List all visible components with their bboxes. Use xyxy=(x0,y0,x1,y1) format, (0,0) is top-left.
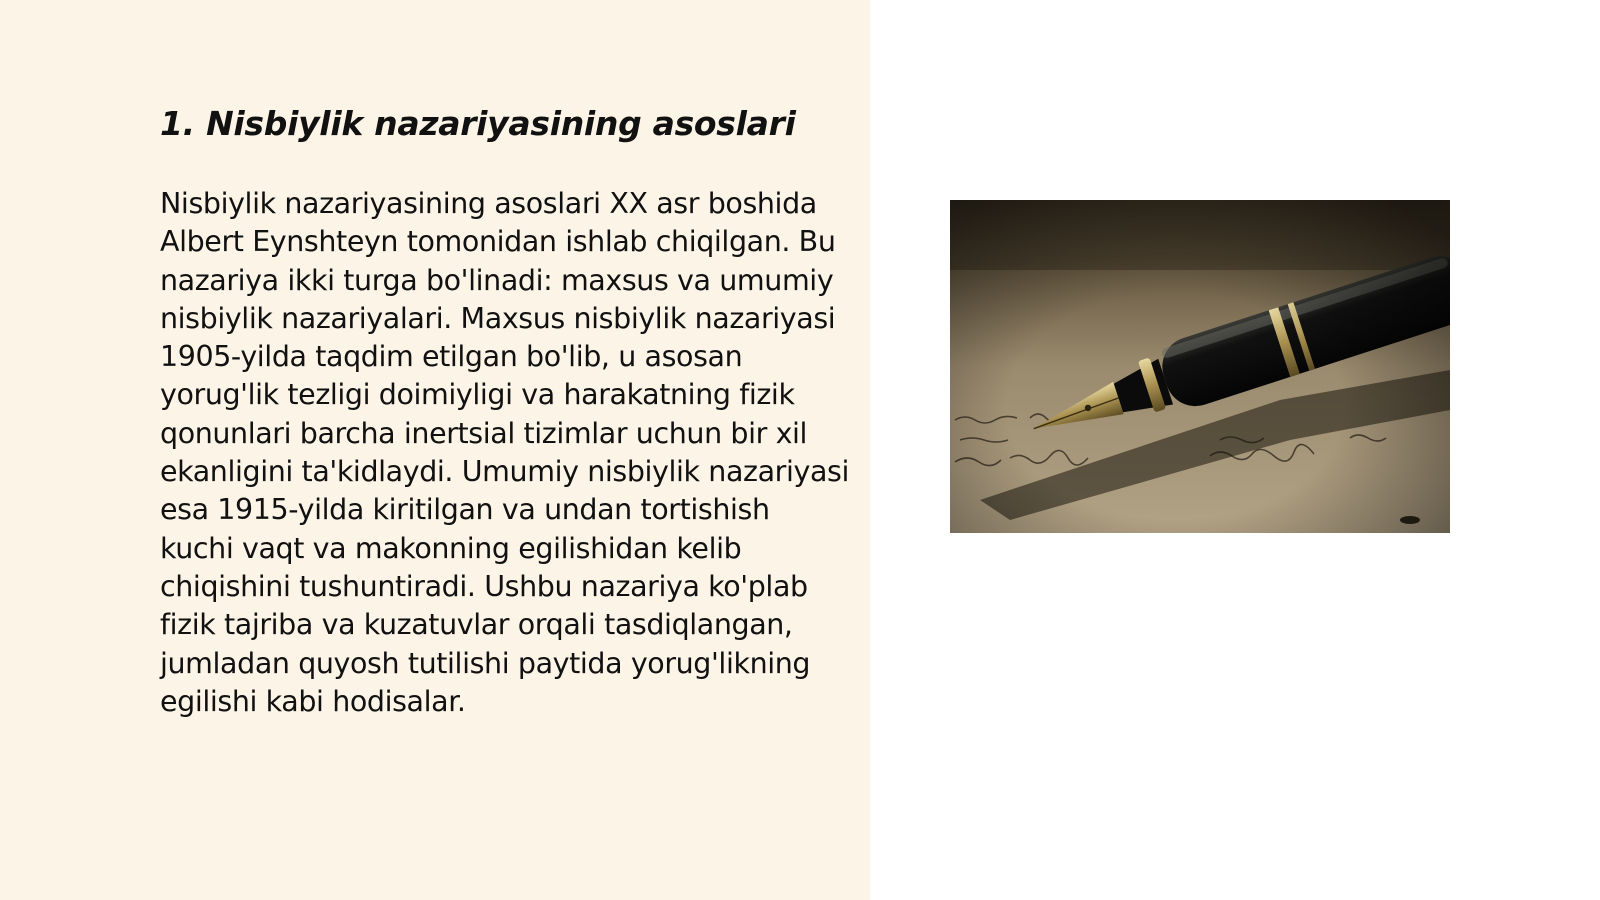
fountain-pen-photo xyxy=(950,200,1450,533)
slide-title: 1. Nisbiylik nazariyasining asoslari xyxy=(160,104,796,143)
fountain-pen-icon xyxy=(950,200,1450,533)
body-paragraph: Nisbiylik nazariyasining asoslari XX asr boshida Albert Eynshteyn tomonidan ishlab chiqilgan. Bu nazariya ikki turga bo'linadi: maxsus va umumiy nisbiylik nazariyalari. Maxsus nisbiylik nazariyasi 1905-yilda taqdim etilgan bo'lib, u asosan yorug'lik tezligi doimiyligi va harakatning fizik qonunlari barcha inertsial tizimlar uchun bir xil ekanligini ta'kidlaydi. Umumiy nisbiylik nazariyasi esa 1915-yilda kiritilgan va undan tortishish kuchi vaqt va makonning egilishidan kelib chiqishini tushuntiradi. Ushbu nazariya ko'plab fizik tajriba va kuzatuvlar orqali tasdiqlangan, jumladan quyosh tutilishi paytida yorug'likning egilishi kabi hodisalar. xyxy=(160,187,849,718)
